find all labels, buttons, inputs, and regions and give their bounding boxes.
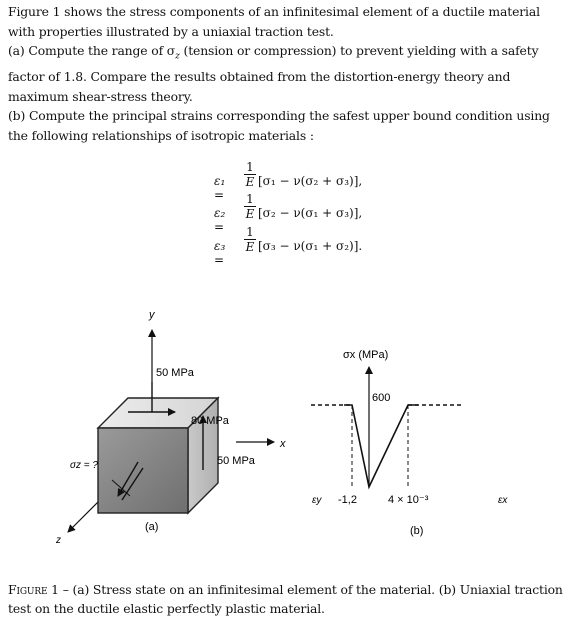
tick-neg-label: -1,2: [338, 494, 357, 506]
stress-strain-curve: [344, 405, 418, 487]
caption-figure-word: Figure 1: [8, 582, 59, 597]
side-stress-label: 80 MPa: [191, 415, 229, 427]
sigma-axis-label: σx (MPa): [343, 349, 389, 361]
x-axis-label: x: [280, 438, 286, 450]
problem-statement: [8, 2, 566, 146]
panel-b-label: (b): [410, 525, 424, 537]
cube-front-face: [98, 428, 188, 513]
right-stress-label: 50 MPa: [217, 455, 255, 467]
part-b-text: (b) Compute the principal strains corresponding the safest upper bound condition using the following relationships of isotropic materials :: [8, 108, 550, 144]
z-axis: [68, 500, 100, 532]
y-axis-label: y: [149, 309, 155, 321]
figure-diagram: [0, 300, 574, 545]
eps-y-label: εy: [312, 495, 322, 506]
panel-a-label: (a): [145, 521, 159, 533]
caption-text: – (a) Stress state on an infinitesimal element of the material. (b) Uniaxial traction test on the ductile elastic perfectly plastic material.: [8, 582, 563, 616]
sigma-z-label: σz = ?: [70, 460, 98, 471]
intro-text: Figure 1 shows the stress components of an infinitesimal element of a ductile material with properties illustrated by a uniaxial traction test.: [8, 4, 540, 39]
eps-x-label: εx: [498, 495, 508, 506]
stress-strain-panel: [311, 349, 508, 537]
stress-element-panel: [55, 309, 286, 545]
figure-caption: [8, 580, 566, 618]
yield-value-label: 600: [372, 392, 391, 404]
top-stress-label: 50 MPa: [156, 367, 194, 379]
part-a-text: (a) Compute the range of $\sigma_z$ (tension or compression) to prevent yielding with a safety factor of 1.8. Compare the results obtained from the distortion-energy theory and maximum shear-stress theory.: [8, 43, 539, 104]
z-axis-label: z: [56, 535, 61, 545]
tick-pos-label: 4 × 10⁻³: [388, 494, 429, 506]
